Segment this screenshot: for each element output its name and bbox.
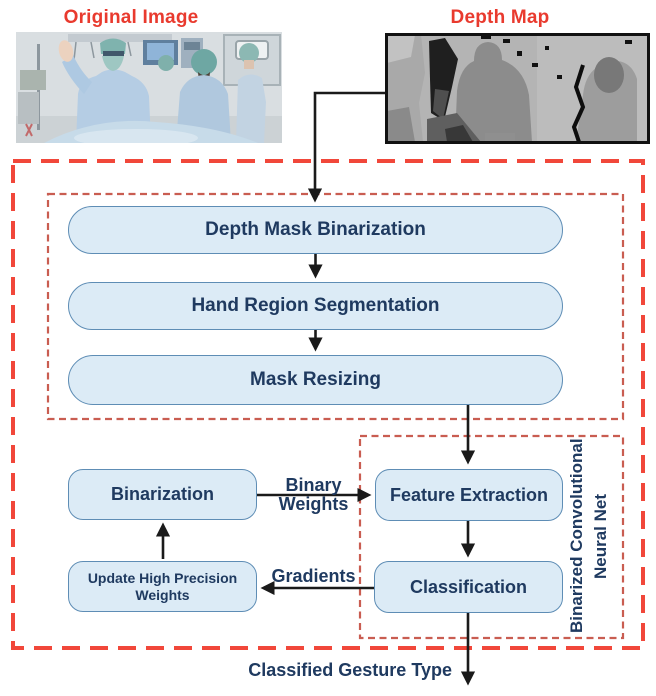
node-update-high-precision-weights: Update High Precision Weights xyxy=(68,561,257,612)
binary-weights-line1: Binary xyxy=(285,475,342,495)
node-classification: Classification xyxy=(374,561,563,613)
edge-label-gradients: Gradients xyxy=(271,566,356,586)
step-mask-resizing: Mask Resizing xyxy=(68,355,563,405)
output-label-classified-gesture-type: Classified Gesture Type xyxy=(248,660,452,680)
step-hand-region-segmentation: Hand Region Segmentation xyxy=(68,282,563,330)
step-depth-mask-binarization: Depth Mask Binarization xyxy=(68,206,563,254)
node-binarization: Binarization xyxy=(68,469,257,520)
arrow-depthmap-to-binarization xyxy=(315,93,385,199)
depth-map-title: Depth Map xyxy=(450,7,550,28)
edge-label-binary-weights xyxy=(256,476,371,514)
binary-weights-line2: Weights xyxy=(278,494,349,514)
node-feature-extraction: Feature Extraction xyxy=(375,469,563,521)
bcnn-label-line2: Neural Net xyxy=(591,493,610,579)
original-image-title: Original Image xyxy=(63,7,199,28)
bcnn-vertical-label xyxy=(565,432,621,640)
bcnn-label-line1: Binarized Convolutional xyxy=(567,438,586,634)
